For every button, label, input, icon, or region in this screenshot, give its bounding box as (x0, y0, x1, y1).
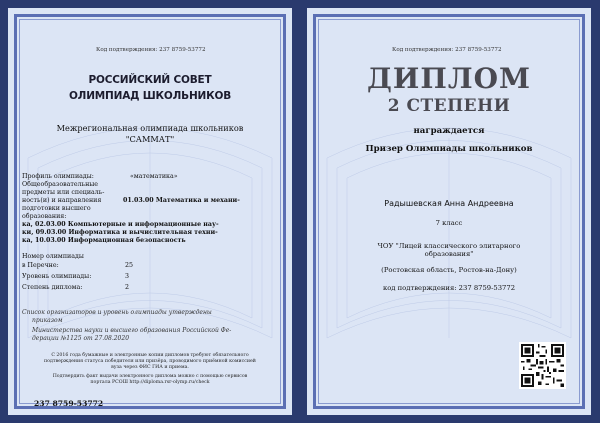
region: (Ростовская область, Ростов-на-Дону) (381, 266, 517, 274)
check-url: портала РСОШ http://diploma.rsr-olymp.ru/check (90, 380, 210, 385)
order-note-2: приказом (32, 317, 63, 324)
subjects-value-3: ки, 09.03.00 Информатика и вычислительная техни- (22, 229, 218, 236)
confirmation-code-bottom: 237 8759-53772 (34, 399, 104, 408)
confirmation-code-bottom: код подтверждения: 237 8759-53772 (382, 284, 516, 292)
awarded-label: награждается (413, 126, 485, 136)
confirmation-code-top: Код подтверждения: 237 8759-53772 (96, 47, 206, 53)
winner-status: Призер Олимпиады школьников (365, 144, 533, 154)
subjects-label-4: подготовки высшего (22, 205, 91, 212)
confirmation-note-3: вуза через ФИС ГИА и приема. (111, 365, 189, 370)
confirmation-code-top: Код подтверждения: 237 8759-53772 (392, 47, 502, 53)
degree-value: 2 (125, 284, 130, 291)
order-note-4: дерации №1125 от 27.08.2020 (32, 335, 130, 342)
subjects-value-1: 01.03.00 Математика и механи- (123, 197, 240, 204)
profile-value: «математика» (130, 173, 178, 180)
subjects-label-2: предметы или специаль- (22, 189, 105, 196)
order-note-1: Список организаторов и уровень олимпиады утверждены (22, 309, 212, 316)
olympiad-name-line-2: "САММАТ" (125, 134, 175, 144)
qr-code-icon (519, 342, 566, 389)
diploma-left-page (8, 8, 292, 415)
diploma-degree: 2 СТЕПЕНИ (387, 96, 511, 116)
subjects-value-2: ка, 02.03.00 Компьютерные и информационные нау- (22, 221, 219, 228)
org-title-line-2: ОЛИМПИАД ШКОЛЬНИКОВ (68, 90, 232, 102)
number-value: 25 (125, 262, 134, 269)
profile-label: Профиль олимпиады: (22, 173, 94, 180)
subjects-label-1: Общеобразовательные (22, 181, 98, 188)
order-note-3: Министерства науки и высшего образования Российской Фе- (32, 327, 232, 334)
number-label-2: в Перечне: (22, 262, 59, 269)
confirmation-note-4: Подтвердить факт выдачи электронного диплома можно с помощью сервисов (52, 374, 248, 379)
grade: 7 класс (435, 219, 463, 227)
level-label: Уровень олимпиады: (22, 273, 92, 280)
recipient-name: Радышевская Анна Андреевна (384, 199, 514, 208)
number-label-1: Номер олимпиады (22, 253, 84, 260)
diploma-title: ДИПЛОМ (367, 62, 531, 95)
school-line-1: ЧОУ "Лицей классического элитарного (377, 242, 521, 250)
subjects-label-5: образования: (22, 213, 67, 220)
subjects-value-4: ка, 10.03.00 Информационная безопасность (22, 237, 186, 244)
degree-label: Степень диплома: (22, 284, 83, 291)
level-value: 3 (125, 273, 130, 280)
school-line-2: образования" (424, 250, 474, 258)
olympiad-name-line-1: Межрегиональная олимпиада школьников (56, 123, 244, 133)
org-title-line-1: РОССИЙСКИЙ СОВЕТ (88, 74, 212, 86)
subjects-label-3: ность(и) и направления (22, 197, 102, 204)
diploma-right-page (307, 8, 591, 415)
confirmation-note-2: подтверждения статуса победителя или призёра, проводимого приёмной комиссией (44, 359, 256, 364)
confirmation-note-1: С 2016 года бумажные и электронные копии дипломов требуют обязательного (51, 353, 249, 358)
